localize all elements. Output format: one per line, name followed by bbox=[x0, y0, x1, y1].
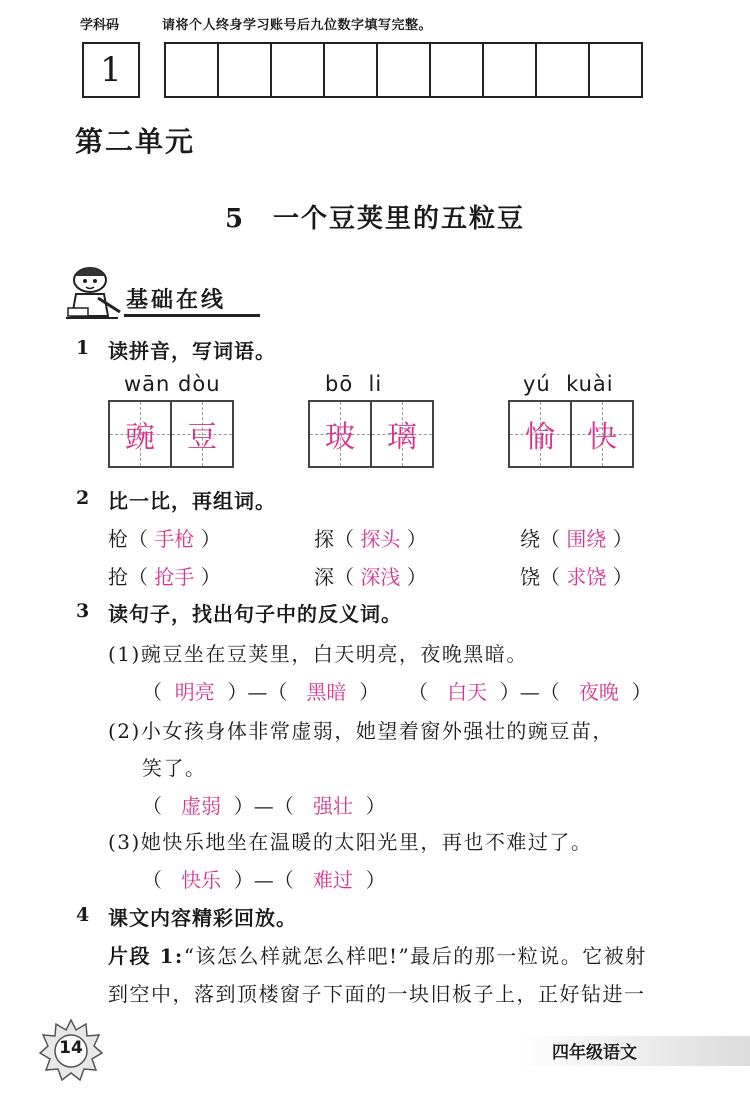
answer-word: 深浅 bbox=[360, 565, 401, 589]
answer-char: 快 bbox=[587, 420, 617, 455]
question-text: 比一比，再组词。 bbox=[108, 489, 276, 513]
answer-word: 探头 bbox=[360, 527, 401, 551]
compare-item: 饶（ 求饶 ） bbox=[520, 565, 633, 589]
pinyin-label: yú kuài bbox=[523, 372, 614, 396]
writing-cell[interactable] bbox=[570, 400, 634, 468]
antonym-pair: （ 明亮 ）—（ 黑暗 ） bbox=[142, 680, 380, 704]
account-digit-box[interactable] bbox=[164, 42, 219, 98]
compare-item: 枪（ 手枪 ） bbox=[108, 527, 221, 551]
answer-word: 围绕 bbox=[566, 527, 607, 551]
account-digit-box[interactable] bbox=[482, 42, 537, 98]
answer-word: 明亮 bbox=[174, 680, 215, 704]
sentence: (3)她快乐地坐在温暖的太阳光里，再也不难过了。 bbox=[108, 830, 593, 854]
code-row bbox=[82, 42, 643, 98]
writing-cell[interactable] bbox=[370, 400, 434, 468]
question-number: 4 bbox=[76, 904, 90, 926]
answer-char: 愉 bbox=[525, 420, 555, 455]
question-number: 2 bbox=[76, 487, 90, 509]
writing-cell[interactable] bbox=[508, 400, 572, 468]
fragment-label: 片段 1: bbox=[108, 944, 184, 968]
question-text: 读句子，找出句子中的反义词。 bbox=[108, 602, 402, 626]
answer-word: 虚弱 bbox=[181, 794, 222, 818]
sentence: (1)豌豆坐在豆荚里，白天明亮，夜晚黑暗。 bbox=[108, 642, 528, 666]
answer-char: 豌 bbox=[125, 420, 155, 455]
answer-word: 白天 bbox=[447, 680, 488, 704]
account-digit-box[interactable] bbox=[588, 42, 643, 98]
section-banner: 基础在线 bbox=[126, 288, 227, 313]
subject-code-label: 学科码 bbox=[80, 18, 120, 33]
sentence: (2)小女孩身体非常虚弱，她望着窗外强壮的豌豆苗， bbox=[108, 719, 614, 743]
pinyin-label: wān dòu bbox=[124, 372, 221, 396]
answer-word: 快乐 bbox=[181, 868, 222, 892]
answer-word: 求饶 bbox=[566, 565, 607, 589]
page-number: 14 bbox=[59, 1038, 83, 1058]
unit-title: 第二单元 bbox=[75, 125, 196, 158]
writing-grid bbox=[108, 400, 234, 468]
answer-word: 手枪 bbox=[154, 527, 195, 551]
pinyin-label: bō li bbox=[325, 372, 383, 396]
question-text: 读拼音，写词语。 bbox=[108, 339, 276, 363]
account-digit-box[interactable] bbox=[535, 42, 590, 98]
compare-item: 深（ 深浅 ） bbox=[314, 565, 427, 589]
answer-word: 强壮 bbox=[312, 794, 353, 818]
compare-item: 绕（ 围绕 ） bbox=[520, 527, 633, 551]
passage-line: 到空中，落到顶楼窗子下面的一块旧板子上，正好钻进一 bbox=[108, 982, 646, 1006]
antonym-pair: （ 白天 ）—（ 夜晚 ） bbox=[408, 680, 652, 704]
account-digit-box[interactable] bbox=[429, 42, 484, 98]
writing-grid bbox=[308, 400, 434, 468]
sentence-continued: 笑了。 bbox=[142, 756, 207, 780]
account-digit-box[interactable] bbox=[376, 42, 431, 98]
subject-code-box: 1 bbox=[82, 42, 140, 98]
antonym-pair: （ 快乐 ）—（ 难过 ） bbox=[142, 868, 386, 892]
answer-char: 豆 bbox=[187, 420, 217, 455]
account-digit-box[interactable] bbox=[270, 42, 325, 98]
antonym-pair: （ 虚弱 ）—（ 强壮 ） bbox=[142, 794, 386, 818]
book-label: 四年级语文 bbox=[552, 1043, 637, 1063]
answer-word: 黑暗 bbox=[306, 680, 347, 704]
answer-word: 抢手 bbox=[154, 565, 195, 589]
lesson-name: 一个豆荚里的五粒豆 bbox=[273, 204, 526, 234]
compare-item: 抢（ 抢手 ） bbox=[108, 565, 221, 589]
lesson-number: 5 bbox=[224, 204, 246, 234]
answer-word: 夜晚 bbox=[578, 680, 619, 704]
account-digit-boxes bbox=[164, 42, 643, 98]
writing-cell[interactable] bbox=[108, 400, 172, 468]
answer-char: 璃 bbox=[387, 420, 417, 455]
answer-word: 难过 bbox=[312, 868, 353, 892]
account-digit-box[interactable] bbox=[323, 42, 378, 98]
writing-cell[interactable] bbox=[308, 400, 372, 468]
question-number: 3 bbox=[76, 600, 90, 622]
writing-grid bbox=[508, 400, 634, 468]
answer-char: 玻 bbox=[325, 420, 355, 455]
compare-item: 探（ 探头 ） bbox=[314, 527, 427, 551]
lesson-title bbox=[0, 198, 750, 235]
question-number: 1 bbox=[76, 337, 90, 359]
question-text: 课文内容精彩回放。 bbox=[108, 906, 297, 930]
account-instruction: 请将个人终身学习账号后九位数字填写完整。 bbox=[162, 18, 433, 33]
writing-cell[interactable] bbox=[170, 400, 234, 468]
passage-line: 片段 1:“该怎么样就怎么样吧!”最后的那一粒说。它被射 bbox=[108, 944, 647, 968]
account-digit-box[interactable] bbox=[217, 42, 272, 98]
banner-underline bbox=[124, 314, 260, 317]
